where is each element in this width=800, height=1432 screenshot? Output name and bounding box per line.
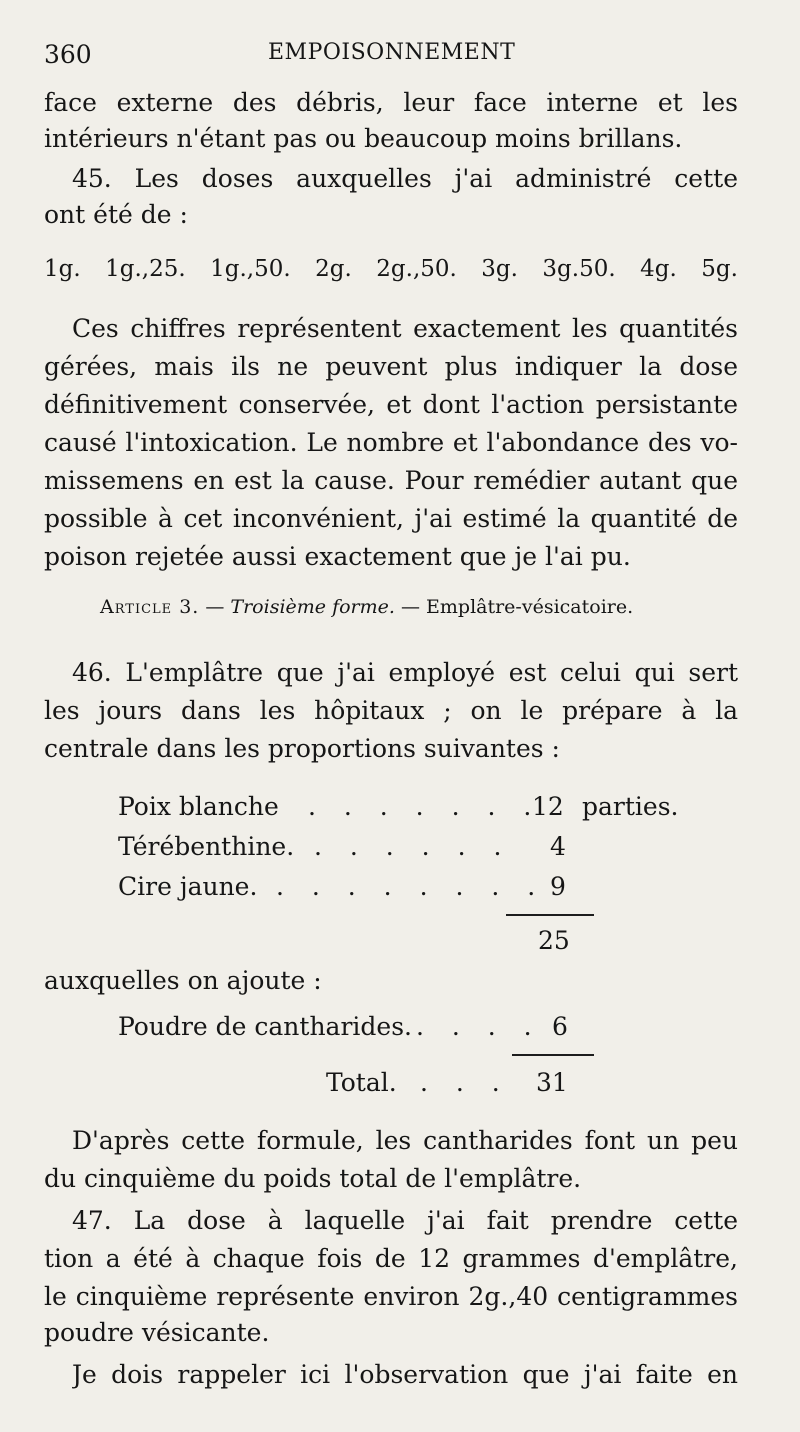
running-title: EMPOISONNEMENT <box>268 40 516 65</box>
leader-dots: . . . . . . <box>314 832 512 861</box>
text-line: le cinquième représente environ 2g.,40 centigrammes <box>44 1282 738 1311</box>
subtotal-value: 25 <box>538 926 570 955</box>
text-line: Ces chiffres représentent exactement les quantités <box>72 314 738 343</box>
recipe-row <box>118 832 698 862</box>
text-line: missemens en est la cause. Pour remédier autant que <box>44 466 738 495</box>
dose-value: 4g. <box>640 256 677 282</box>
text-line: ont été de : <box>44 200 188 229</box>
text-line: les jours dans les hôpitaux ; on le prépare à la <box>44 696 738 725</box>
text-line: définitivement conservée, et dont l'action persistante <box>44 390 738 419</box>
text-line: Je dois rappeler ici l'observation que j'ai faite en <box>72 1360 738 1389</box>
dose-value: 1g.,50. <box>210 256 291 282</box>
text-line: causé l'intoxication. Le nombre et l'abondance des vo- <box>44 428 738 457</box>
dose-list <box>44 256 738 282</box>
article-name: Emplâtre-vésicatoire. <box>426 596 634 618</box>
dose-value: 5g. <box>701 256 738 282</box>
text-line: possible à cet inconvénient, j'ai estimé la quantité de <box>44 504 738 533</box>
dose-value: 3g.50. <box>542 256 616 282</box>
text-line: du cinquième du poids total de l'emplâtre. <box>44 1164 582 1193</box>
ingredient-name: Térébenthine. <box>118 832 295 861</box>
leader-dots: . . . . . . . <box>308 792 542 821</box>
leader-dots: . . . . . . . . <box>276 872 546 901</box>
recipe-row <box>118 1012 698 1042</box>
text-line: face externe des débris, leur face interne et les <box>44 88 738 117</box>
page-number: 360 <box>44 40 92 69</box>
dose-value: 1g. <box>44 256 81 282</box>
dose-value: 2g. <box>315 256 352 282</box>
sum-rule <box>506 914 594 916</box>
text-line: 46. L'emplâtre que j'ai employé est celui qui sert <box>72 658 738 687</box>
dose-value: 2g.,50. <box>376 256 457 282</box>
article-form: Troisième forme. <box>230 596 395 618</box>
ingredient-name: Cire jaune. <box>118 872 258 901</box>
total-label: Total. <box>326 1068 397 1097</box>
text-line: poison rejetée aussi exactement que je l'ai pu. <box>44 542 631 571</box>
text-line: 45. Les doses auxquelles j'ai administré cette <box>72 164 738 193</box>
ingredient-unit: parties. <box>582 792 679 821</box>
ingredient-name: Poudre de cantharides. <box>118 1012 412 1041</box>
dose-value: 1g.,25. <box>105 256 186 282</box>
leader-dots: . . . . <box>416 1012 542 1041</box>
article-label: Article 3. <box>100 596 200 618</box>
article-dash: — <box>205 596 225 618</box>
text-line: 47. La dose à laquelle j'ai fait prendre cette <box>72 1206 738 1235</box>
recipe-row <box>118 872 698 902</box>
ingredient-quantity: 9 <box>550 872 566 901</box>
text-line: auxquelles on ajoute : <box>44 966 322 995</box>
ingredient-quantity: 4 <box>550 832 566 861</box>
leader-dots: . . . <box>420 1068 510 1097</box>
ingredient-quantity: 12 <box>532 792 564 821</box>
text-line: gérées, mais ils ne peuvent plus indiquer la dose <box>44 352 738 381</box>
text-line: tion a été à chaque fois de 12 grammes d'emplâtre, <box>44 1244 738 1273</box>
text-line: intérieurs n'étant pas ou beaucoup moins brillans. <box>44 124 683 153</box>
ingredient-name: Poix blanche <box>118 792 279 821</box>
article-dash: — <box>400 596 420 618</box>
dose-value: 3g. <box>481 256 518 282</box>
total-rule <box>512 1054 594 1056</box>
text-line: D'après cette formule, les cantharides font un peu <box>72 1126 738 1155</box>
text-line: centrale dans les proportions suivantes : <box>44 734 560 763</box>
ingredient-quantity: 6 <box>552 1012 568 1041</box>
article-heading <box>100 596 680 618</box>
text-line: poudre vésicante. <box>44 1318 270 1347</box>
total-value: 31 <box>536 1068 568 1097</box>
